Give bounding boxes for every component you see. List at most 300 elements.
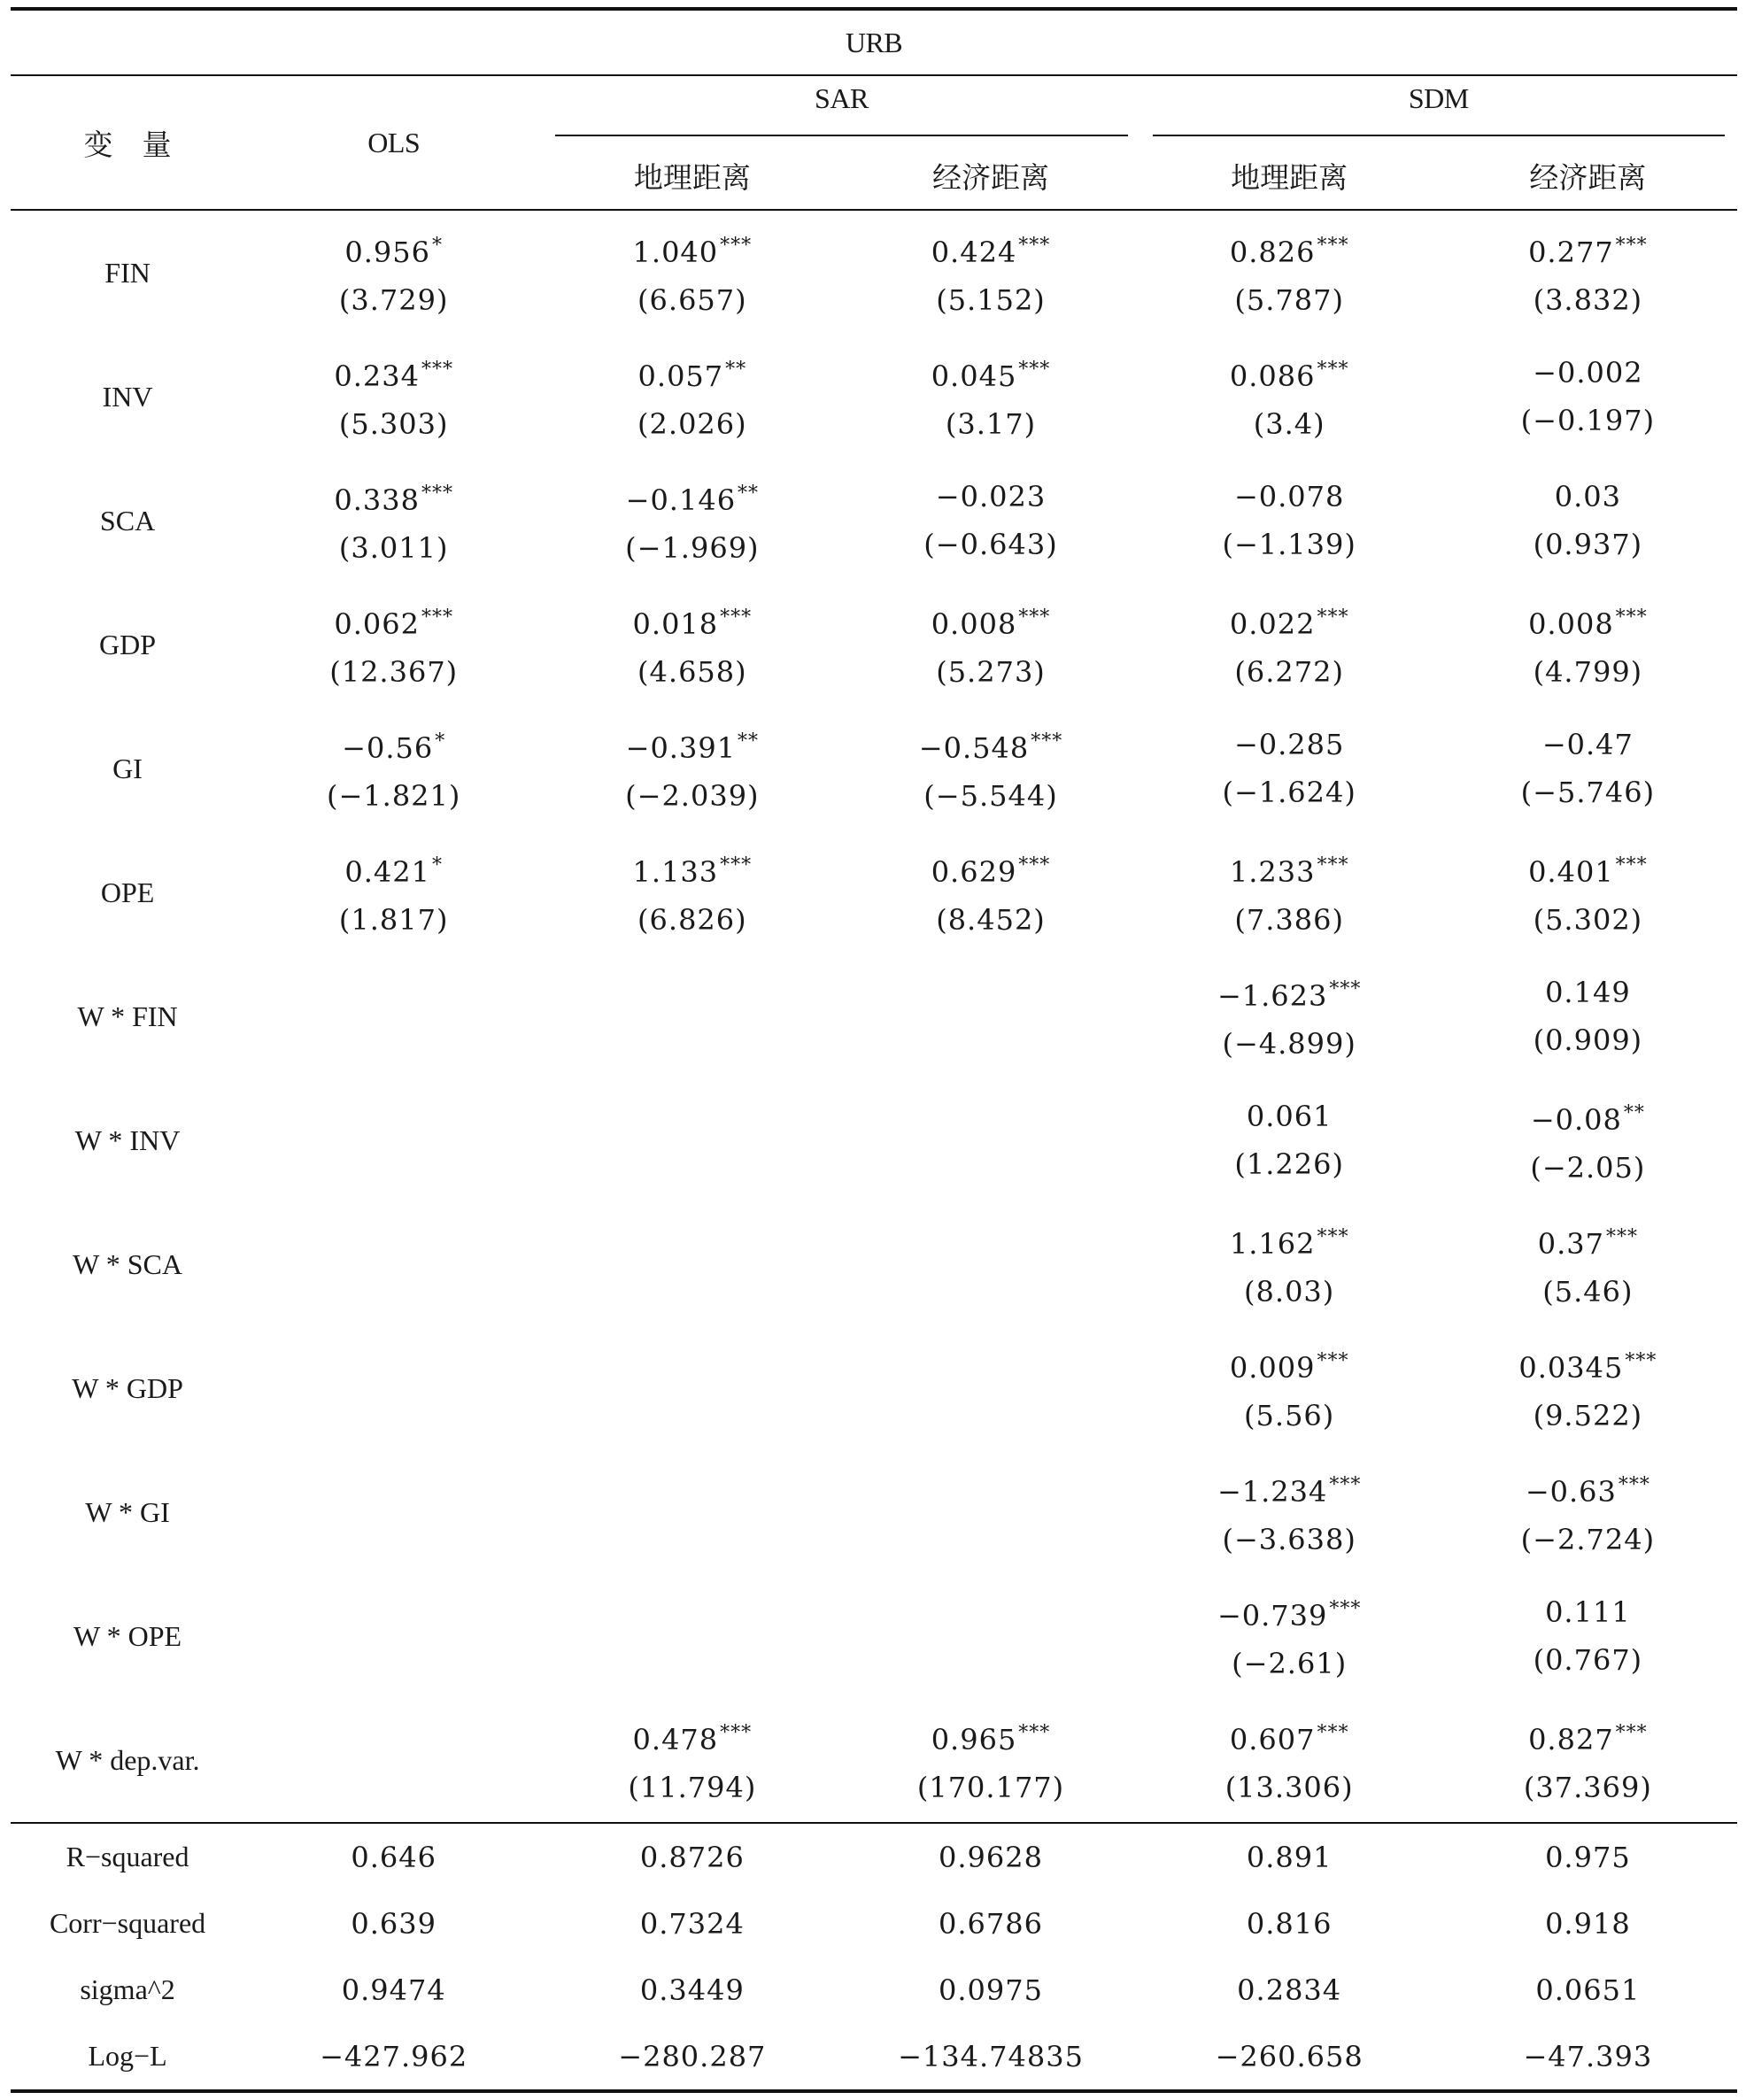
t-statistic: (−2.724) xyxy=(1520,1522,1656,1556)
statistic-value: −427.962 xyxy=(244,2023,543,2091)
t-statistic: (−2.05) xyxy=(1530,1150,1646,1185)
coefficient-cell xyxy=(543,1078,841,1202)
coefficient-cell xyxy=(1439,706,1737,830)
coefficient-number: −1.234 xyxy=(1217,1474,1328,1509)
coefficient-number: 0.111 xyxy=(1545,1595,1631,1629)
row-label: GI xyxy=(112,752,143,784)
t-statistic: (1.226) xyxy=(1234,1147,1344,1181)
coefficient-value xyxy=(543,1710,841,1764)
coefficient-cell xyxy=(841,1450,1140,1574)
coefficient-cell xyxy=(1439,1078,1737,1202)
coefficient-cell xyxy=(841,210,1140,335)
row-label: GDP xyxy=(99,628,157,660)
coefficient-cell xyxy=(841,1698,1140,1823)
coefficient-number: 0.478 xyxy=(632,1722,719,1756)
coefficient-value xyxy=(1439,969,1737,1016)
coefficient-cell xyxy=(244,954,543,1078)
coefficient-cell xyxy=(1140,335,1439,459)
coefficient-cell xyxy=(543,1326,841,1450)
coefficient-value xyxy=(1140,1338,1439,1392)
coefficient-cell xyxy=(1140,459,1439,583)
coefficient-value xyxy=(841,718,1140,772)
coefficient-number: −0.146 xyxy=(625,483,737,517)
coefficient-number: −0.023 xyxy=(935,480,1047,513)
significance-stars: *** xyxy=(1615,853,1648,876)
coefficient-cell xyxy=(841,1326,1140,1450)
t-statistic: (5.56) xyxy=(1244,1398,1335,1432)
regression-table xyxy=(11,7,1737,2093)
coefficient-number: −0.56 xyxy=(342,730,434,765)
t-statistic: (3.011) xyxy=(338,530,449,565)
table-row xyxy=(11,1450,1737,1574)
table-row xyxy=(11,210,1737,335)
t-statistic: (0.767) xyxy=(1533,1643,1643,1677)
coefficient-number: 0.03 xyxy=(1554,480,1621,513)
coefficient-cell xyxy=(1439,830,1737,954)
statistic-value: 0.3449 xyxy=(639,1973,745,2007)
coefficient-cell xyxy=(543,706,841,830)
significance-stars: *** xyxy=(421,606,453,629)
significance-stars: *** xyxy=(720,606,753,629)
significance-stars: *** xyxy=(1605,1225,1638,1248)
sdm-group-header xyxy=(1140,75,1737,142)
coefficient-cell xyxy=(543,1202,841,1326)
coefficient-value xyxy=(543,594,841,648)
coefficient-cell xyxy=(841,335,1140,459)
significance-stars: *** xyxy=(1317,1225,1349,1248)
statistic-value: −280.287 xyxy=(543,2023,841,2091)
table-row xyxy=(11,830,1737,954)
coefficient-number: 1.233 xyxy=(1229,854,1316,889)
coefficient-cell xyxy=(244,1698,543,1823)
coefficient-cell xyxy=(244,706,543,830)
coefficient-number: 0.008 xyxy=(931,606,1017,641)
coefficient-number: 0.607 xyxy=(1229,1722,1316,1756)
coefficient-cell xyxy=(543,335,841,459)
coefficient-value xyxy=(1140,473,1439,521)
coefficient-cell xyxy=(1140,1698,1439,1823)
t-statistic: (5.302) xyxy=(1533,902,1643,937)
coefficient-number: 0.022 xyxy=(1229,606,1316,641)
significance-stars: *** xyxy=(421,482,453,505)
coefficient-cell xyxy=(1439,210,1737,335)
t-statistic: (5.303) xyxy=(338,406,449,441)
coefficient-number: 0.401 xyxy=(1528,854,1614,889)
coefficient-cell xyxy=(1140,1574,1439,1698)
coefficient-cell xyxy=(244,1202,543,1326)
statistic-row xyxy=(11,1957,1737,2023)
sdm-geo-distance-header: 地理距离 xyxy=(1140,142,1439,210)
statistic-value: 0.918 xyxy=(1545,1906,1631,1941)
coefficient-value xyxy=(244,842,543,896)
statistic-value: 0.2834 xyxy=(1237,1973,1342,2007)
t-statistic: (5.152) xyxy=(936,282,1046,317)
statistic-value: 0.9474 xyxy=(341,1973,446,2007)
sdm-eco-distance-header: 经济距离 xyxy=(1439,142,1737,210)
table-row xyxy=(11,1202,1737,1326)
coefficient-value xyxy=(244,222,543,276)
coefficient-cell xyxy=(1140,1450,1439,1574)
coefficient-number: 1.162 xyxy=(1229,1226,1316,1261)
significance-stars: *** xyxy=(1317,1349,1349,1372)
coefficient-number: 0.149 xyxy=(1545,976,1631,1009)
significance-stars: ** xyxy=(738,730,760,753)
coefficient-cell xyxy=(841,1078,1140,1202)
significance-stars: *** xyxy=(1329,1473,1362,1496)
coefficient-cell xyxy=(1439,954,1737,1078)
table-header xyxy=(11,9,1737,210)
significance-stars: *** xyxy=(1618,1473,1650,1496)
t-statistic: (−2.61) xyxy=(1232,1646,1348,1680)
coefficient-cell xyxy=(1439,335,1737,459)
coefficient-value xyxy=(1140,1710,1439,1764)
significance-stars: * xyxy=(431,853,443,876)
coefficient-cell xyxy=(1140,954,1439,1078)
coefficient-value xyxy=(841,346,1140,400)
t-statistic: (3.17) xyxy=(945,406,1037,441)
significance-stars: *** xyxy=(1317,606,1349,629)
coefficient-value xyxy=(1140,721,1439,768)
significance-stars: *** xyxy=(720,853,753,876)
coefficient-cell xyxy=(1439,1574,1737,1698)
coefficient-value xyxy=(244,470,543,524)
coefficient-value xyxy=(1140,594,1439,648)
t-statistic: (4.799) xyxy=(1533,654,1643,689)
significance-stars: *** xyxy=(1317,234,1349,257)
coefficient-value xyxy=(1140,1214,1439,1268)
coefficient-value xyxy=(244,346,543,400)
coefficient-value xyxy=(1140,222,1439,276)
coefficient-value xyxy=(1439,842,1737,896)
significance-stars: ** xyxy=(725,358,747,381)
t-statistic: (−1.969) xyxy=(625,530,760,565)
coefficient-cell xyxy=(543,583,841,706)
row-label: W * OPE xyxy=(73,1619,182,1652)
coefficient-number: 0.062 xyxy=(334,606,420,641)
t-statistic: (3.729) xyxy=(338,282,449,317)
t-statistic: (11.794) xyxy=(628,1770,757,1804)
coefficient-value xyxy=(244,718,543,772)
coefficient-value xyxy=(1140,1092,1439,1140)
coefficient-value xyxy=(1439,349,1737,397)
regression-table-container xyxy=(11,7,1737,2093)
statistic-row xyxy=(11,1823,1737,1890)
row-label: W * GI xyxy=(85,1495,170,1528)
table-row xyxy=(11,1078,1737,1202)
coefficient-value xyxy=(543,346,841,400)
coefficient-rows xyxy=(11,210,1737,1823)
coefficient-number: −0.47 xyxy=(1541,728,1634,761)
coefficient-number: 0.37 xyxy=(1537,1226,1604,1261)
coefficient-value xyxy=(841,842,1140,896)
coefficient-cell xyxy=(841,954,1140,1078)
statistic-value: 0.6786 xyxy=(939,1906,1043,1941)
coefficient-number: 1.133 xyxy=(632,854,719,889)
coefficient-cell xyxy=(1439,459,1737,583)
significance-stars: *** xyxy=(1018,853,1051,876)
significance-stars: * xyxy=(431,234,443,257)
coefficient-cell xyxy=(543,1698,841,1823)
coefficient-number: 0.018 xyxy=(632,606,719,641)
coefficient-number: 0.057 xyxy=(637,359,724,393)
coefficient-number: 0.061 xyxy=(1246,1100,1333,1133)
t-statistic: (6.826) xyxy=(637,902,747,937)
table-row xyxy=(11,335,1737,459)
t-statistic: (12.367) xyxy=(329,654,459,689)
coefficient-number: 0.045 xyxy=(931,359,1017,393)
coefficient-cell xyxy=(1140,830,1439,954)
coefficient-number: 0.629 xyxy=(931,854,1017,889)
coefficient-cell xyxy=(244,1450,543,1574)
coefficient-value xyxy=(1140,842,1439,896)
table-row xyxy=(11,583,1737,706)
coefficient-cell xyxy=(543,830,841,954)
coefficient-value xyxy=(1439,1338,1737,1392)
t-statistic: (8.452) xyxy=(936,902,1046,937)
coefficient-cell xyxy=(1439,583,1737,706)
coefficient-value xyxy=(841,594,1140,648)
statistic-value: 0.639 xyxy=(351,1906,436,1941)
t-statistic: (5.273) xyxy=(936,654,1046,689)
statistic-value: 0.0975 xyxy=(939,1973,1043,2007)
statistic-value: 0.8726 xyxy=(639,1840,745,1874)
coefficient-number: 0.424 xyxy=(931,235,1017,269)
coefficient-cell xyxy=(543,1574,841,1698)
coefficient-value xyxy=(543,718,841,772)
coefficient-value xyxy=(1439,222,1737,276)
t-statistic: (−1.139) xyxy=(1222,528,1356,561)
coefficient-value xyxy=(1439,594,1737,648)
significance-stars: *** xyxy=(1018,1721,1051,1744)
t-statistic: (8.03) xyxy=(1244,1274,1335,1309)
coefficient-number: 0.008 xyxy=(1528,606,1614,641)
significance-stars: *** xyxy=(1625,1349,1657,1372)
coefficient-cell xyxy=(1140,1326,1439,1450)
coefficient-number: 0.956 xyxy=(344,235,430,269)
t-statistic: (3.4) xyxy=(1253,406,1325,441)
significance-stars: ** xyxy=(738,482,760,505)
coefficient-value xyxy=(1140,966,1439,1020)
coefficient-cell xyxy=(244,583,543,706)
coefficient-cell xyxy=(1140,210,1439,335)
significance-stars: *** xyxy=(1018,234,1051,257)
t-statistic: (5.46) xyxy=(1542,1274,1634,1309)
coefficient-value xyxy=(543,470,841,524)
row-label: W * FIN xyxy=(77,1000,178,1032)
coefficient-number: −1.623 xyxy=(1217,978,1328,1013)
sar-header-label: SAR xyxy=(815,81,869,114)
coefficient-number: −0.002 xyxy=(1533,356,1643,390)
coefficient-number: −0.08 xyxy=(1530,1102,1622,1137)
coefficient-cell xyxy=(244,1326,543,1450)
row-label: INV xyxy=(102,380,153,413)
t-statistic: (37.369) xyxy=(1523,1770,1652,1804)
coefficient-number: 0.965 xyxy=(931,1722,1017,1756)
coefficient-number: 0.0345 xyxy=(1518,1350,1624,1385)
coefficient-value xyxy=(841,1710,1140,1764)
coefficient-value xyxy=(1439,721,1737,768)
coefficient-value xyxy=(1439,1214,1737,1268)
t-statistic: (6.272) xyxy=(1234,654,1344,689)
coefficient-number: −0.548 xyxy=(918,730,1030,765)
statistic-label: Corr−squared xyxy=(49,1907,206,1939)
significance-stars: ** xyxy=(1623,1101,1645,1124)
significance-stars: * xyxy=(435,730,446,753)
coefficient-cell xyxy=(841,1202,1140,1326)
coefficient-number: −0.739 xyxy=(1217,1598,1328,1633)
coefficient-number: 0.827 xyxy=(1528,1722,1614,1756)
coefficient-number: −0.285 xyxy=(1233,728,1345,761)
dependent-variable-header: URB xyxy=(11,9,1737,75)
t-statistic: (6.657) xyxy=(637,282,747,317)
sdm-group-underline xyxy=(1153,135,1725,136)
t-statistic: (170.177) xyxy=(916,1770,1065,1804)
row-label: W * INV xyxy=(74,1123,181,1156)
t-statistic: (5.787) xyxy=(1234,282,1344,317)
coefficient-cell xyxy=(841,1574,1140,1698)
significance-stars: *** xyxy=(421,358,453,381)
sar-group-header xyxy=(543,75,1140,142)
coefficient-cell xyxy=(244,1574,543,1698)
coefficient-cell xyxy=(1140,706,1439,830)
coefficient-value xyxy=(1439,473,1737,521)
table-row xyxy=(11,1698,1737,1823)
coefficient-cell xyxy=(244,1078,543,1202)
sar-geo-distance-header: 地理距离 xyxy=(543,142,841,210)
t-statistic: (−5.544) xyxy=(923,778,1058,813)
coefficient-number: 0.234 xyxy=(334,359,420,393)
coefficient-value xyxy=(1140,346,1439,400)
t-statistic: (0.937) xyxy=(1533,528,1643,561)
row-label: OPE xyxy=(100,876,155,908)
t-statistic: (13.306) xyxy=(1225,1770,1354,1804)
coefficient-number: 0.421 xyxy=(344,854,430,889)
statistic-value: 0.816 xyxy=(1246,1906,1333,1941)
coefficient-cell xyxy=(1140,583,1439,706)
statistic-label: R−squared xyxy=(66,1841,189,1872)
t-statistic: (−2.039) xyxy=(625,778,760,813)
coefficient-cell xyxy=(543,954,841,1078)
coefficient-number: −0.63 xyxy=(1525,1474,1617,1509)
statistic-row xyxy=(11,2023,1737,2091)
statistic-value: 0.891 xyxy=(1246,1840,1333,1874)
t-statistic: (−5.746) xyxy=(1520,776,1656,809)
coefficient-cell xyxy=(1439,1326,1737,1450)
coefficient-value xyxy=(1140,1462,1439,1516)
statistic-value: 0.646 xyxy=(351,1840,436,1874)
significance-stars: *** xyxy=(1329,977,1362,1000)
statistic-label: Log−L xyxy=(11,2023,244,2091)
significance-stars: *** xyxy=(1018,606,1051,629)
row-label: FIN xyxy=(104,256,151,289)
coefficient-cell xyxy=(244,459,543,583)
t-statistic: (1.817) xyxy=(338,902,449,937)
t-statistic: (−0.197) xyxy=(1520,404,1656,437)
ols-column-header: OLS xyxy=(244,75,543,210)
coefficient-cell xyxy=(244,210,543,335)
significance-stars: *** xyxy=(720,1721,753,1744)
statistic-value: 0.975 xyxy=(1545,1840,1631,1874)
coefficient-value xyxy=(543,842,841,896)
coefficient-value xyxy=(543,222,841,276)
statistics-rows xyxy=(11,1823,1737,2091)
coefficient-number: 0.826 xyxy=(1229,235,1316,269)
significance-stars: *** xyxy=(1018,358,1051,381)
coefficient-cell xyxy=(841,583,1140,706)
row-label: W * dep.var. xyxy=(55,1743,200,1776)
t-statistic: (−1.624) xyxy=(1222,776,1356,809)
coefficient-cell xyxy=(1439,1450,1737,1574)
coefficient-cell xyxy=(543,1450,841,1574)
t-statistic: (−1.821) xyxy=(326,778,461,813)
statistic-value: −134.74835 xyxy=(841,2023,1140,2091)
t-statistic: (−4.899) xyxy=(1222,1026,1356,1061)
statistic-value: 0.9628 xyxy=(939,1840,1043,1874)
coefficient-number: −0.078 xyxy=(1233,480,1345,513)
statistic-row xyxy=(11,1890,1737,1957)
coefficient-value xyxy=(1140,1586,1439,1640)
coefficient-number: 0.338 xyxy=(334,483,420,517)
coefficient-cell xyxy=(1439,1202,1737,1326)
table-row xyxy=(11,1574,1737,1698)
coefficient-value xyxy=(841,222,1140,276)
significance-stars: *** xyxy=(1615,1721,1648,1744)
statistic-value: 0.0651 xyxy=(1535,1973,1641,2007)
significance-stars: *** xyxy=(1615,234,1648,257)
coefficient-cell xyxy=(543,459,841,583)
coefficient-cell xyxy=(1140,1202,1439,1326)
sar-eco-distance-header: 经济距离 xyxy=(841,142,1140,210)
coefficient-number: 0.086 xyxy=(1229,359,1316,393)
coefficient-cell xyxy=(841,459,1140,583)
coefficient-value xyxy=(1439,1710,1737,1764)
coefficient-number: 1.040 xyxy=(632,235,719,269)
coefficient-value xyxy=(244,594,543,648)
coefficient-value xyxy=(1439,1588,1737,1636)
t-statistic: (7.386) xyxy=(1234,902,1344,937)
t-statistic: (3.832) xyxy=(1533,282,1643,317)
t-statistic: (0.909) xyxy=(1533,1023,1643,1057)
table-row xyxy=(11,706,1737,830)
t-statistic: (−0.643) xyxy=(923,528,1058,561)
coefficient-value xyxy=(1439,1090,1737,1144)
coefficient-value xyxy=(841,473,1140,521)
sar-group-underline xyxy=(555,135,1127,136)
t-statistic: (2.026) xyxy=(637,406,747,441)
coefficient-number: −0.391 xyxy=(625,730,737,765)
significance-stars: *** xyxy=(1031,730,1063,753)
statistic-value: 0.7324 xyxy=(639,1906,745,1941)
coefficient-cell xyxy=(244,830,543,954)
coefficient-cell xyxy=(543,210,841,335)
coefficient-number: 0.009 xyxy=(1229,1350,1316,1385)
row-label: W * SCA xyxy=(73,1247,182,1280)
t-statistic: (4.658) xyxy=(637,654,747,689)
significance-stars: *** xyxy=(1615,606,1648,629)
t-statistic: (−3.638) xyxy=(1222,1522,1356,1556)
significance-stars: *** xyxy=(1317,1721,1349,1744)
coefficient-cell xyxy=(841,830,1140,954)
statistic-value: −47.393 xyxy=(1439,2023,1737,2091)
statistic-value: −260.658 xyxy=(1140,2023,1439,2091)
table-row xyxy=(11,459,1737,583)
row-label: SCA xyxy=(99,504,156,537)
coefficient-value xyxy=(1439,1462,1737,1516)
t-statistic: (9.522) xyxy=(1533,1398,1643,1432)
significance-stars: *** xyxy=(1317,358,1349,381)
coefficient-cell xyxy=(1439,1698,1737,1823)
table-row xyxy=(11,1326,1737,1450)
